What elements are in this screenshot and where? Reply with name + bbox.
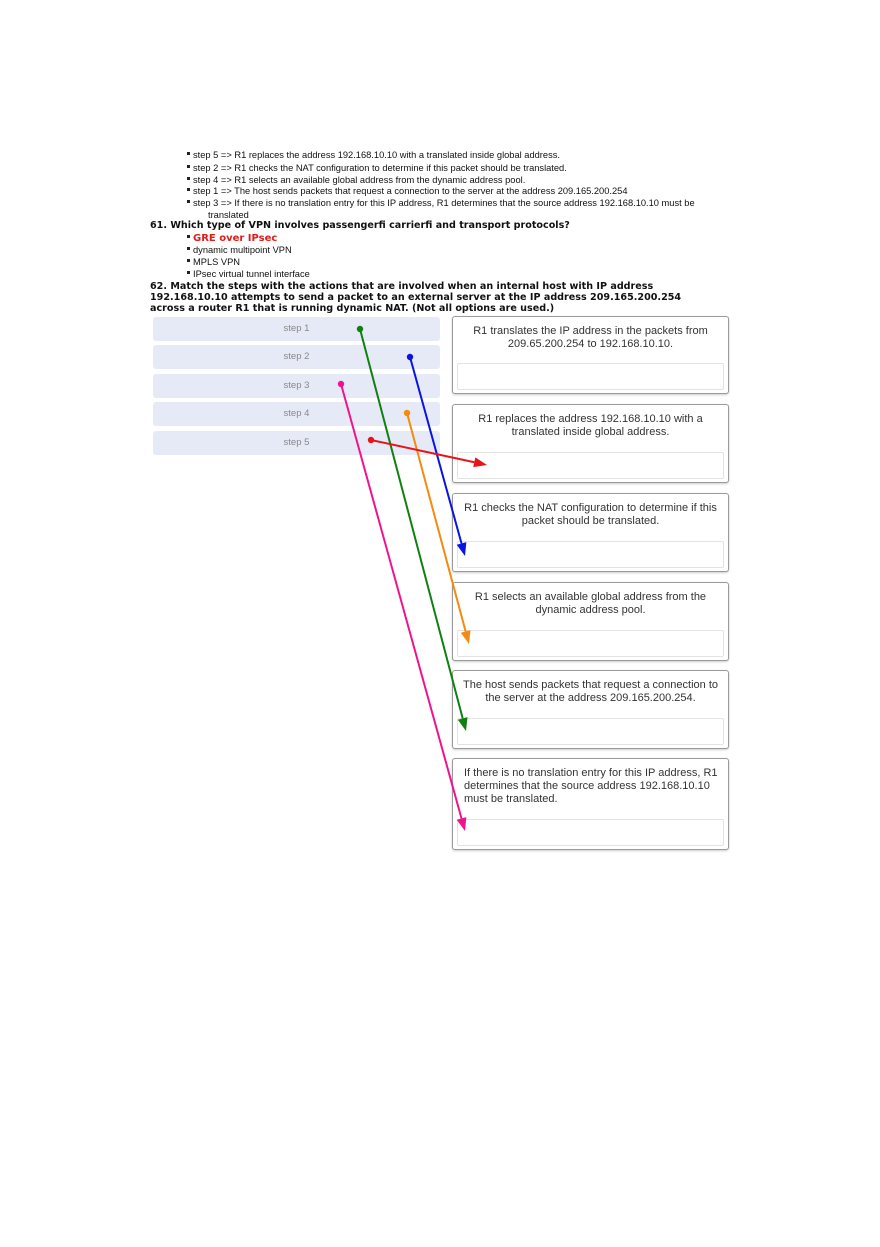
step-label: step 3	[283, 380, 310, 391]
answer-text: step 4 => R1 selects an available global address from the dynamic address pool.	[193, 175, 526, 185]
option-text: dynamic multipoint VPN	[193, 245, 292, 255]
answer-text: step 5 => R1 replaces the address 192.168.10.10 with a translated inside global address.	[193, 150, 560, 160]
arrow-line	[360, 329, 463, 718]
arrow-start-dot	[357, 326, 363, 332]
action-text: R1 selects an available global address from the dynamic address pool.	[474, 591, 707, 616]
match-arrow	[404, 410, 471, 644]
arrow-head	[473, 457, 487, 467]
arrow-line	[371, 440, 474, 462]
question-62-line: across a router R1 that is running dynamic NAT. (Not all options are used.)	[150, 303, 555, 314]
answer-text: step 3 => If there is no translation entry for this IP address, R1 determines that the source address 192.168.10.10 must be	[193, 198, 695, 208]
match-arrow	[368, 437, 487, 467]
arrow-start-dot	[407, 354, 413, 360]
arrow-head	[461, 630, 471, 644]
match-arrow	[338, 381, 467, 831]
arrow-start-dot	[404, 410, 410, 416]
step-label: step 4	[283, 408, 310, 419]
arrow-start-dot	[338, 381, 344, 387]
step-label: step 5	[283, 437, 310, 448]
question-61: 61. Which type of VPN involves passengerfi carrierfi and transport protocols?	[150, 220, 570, 231]
answer-text: step 1 => The host sends packets that request a connection to the server at the address 209.165.200.254	[193, 186, 628, 196]
option-text: GRE over IPsec	[193, 233, 278, 244]
arrow-head	[458, 717, 468, 731]
step-label: step 2	[283, 351, 310, 362]
question-62-line: 192.168.10.10 attempts to send a packet to an external server at the IP address 209.165.200.254	[150, 292, 682, 303]
action-text: R1 checks the NAT configuration to determine if this packet should be translated.	[464, 502, 717, 527]
option-text: IPsec virtual tunnel interface	[193, 269, 310, 279]
action-text: The host sends packets that request a connection to the server at the address 209.165.200.254.	[463, 679, 718, 704]
answer-continuation: translated	[208, 210, 249, 220]
match-arrow	[357, 326, 468, 731]
arrow-line	[407, 413, 466, 631]
arrow-head	[457, 817, 467, 831]
action-text: R1 replaces the address 192.168.10.10 with a translated inside global address.	[478, 413, 703, 438]
action-text: If there is no translation entry for this IP address, R1 determines that the source address 192.168.10.10 must be translated.	[464, 767, 718, 805]
arrow-start-dot	[368, 437, 374, 443]
arrow-line	[341, 384, 462, 818]
question-62-line: 62. Match the steps with the actions that are involved when an internal host with IP address	[150, 281, 654, 292]
arrow-head	[457, 542, 467, 556]
action-text: R1 translates the IP address in the packets from 209.65.200.254 to 192.168.10.10.	[473, 325, 708, 350]
answer-text: step 2 => R1 checks the NAT configuration to determine if this packet should be translated.	[193, 163, 567, 173]
step-label: step 1	[283, 323, 310, 334]
option-text: MPLS VPN	[193, 257, 241, 267]
